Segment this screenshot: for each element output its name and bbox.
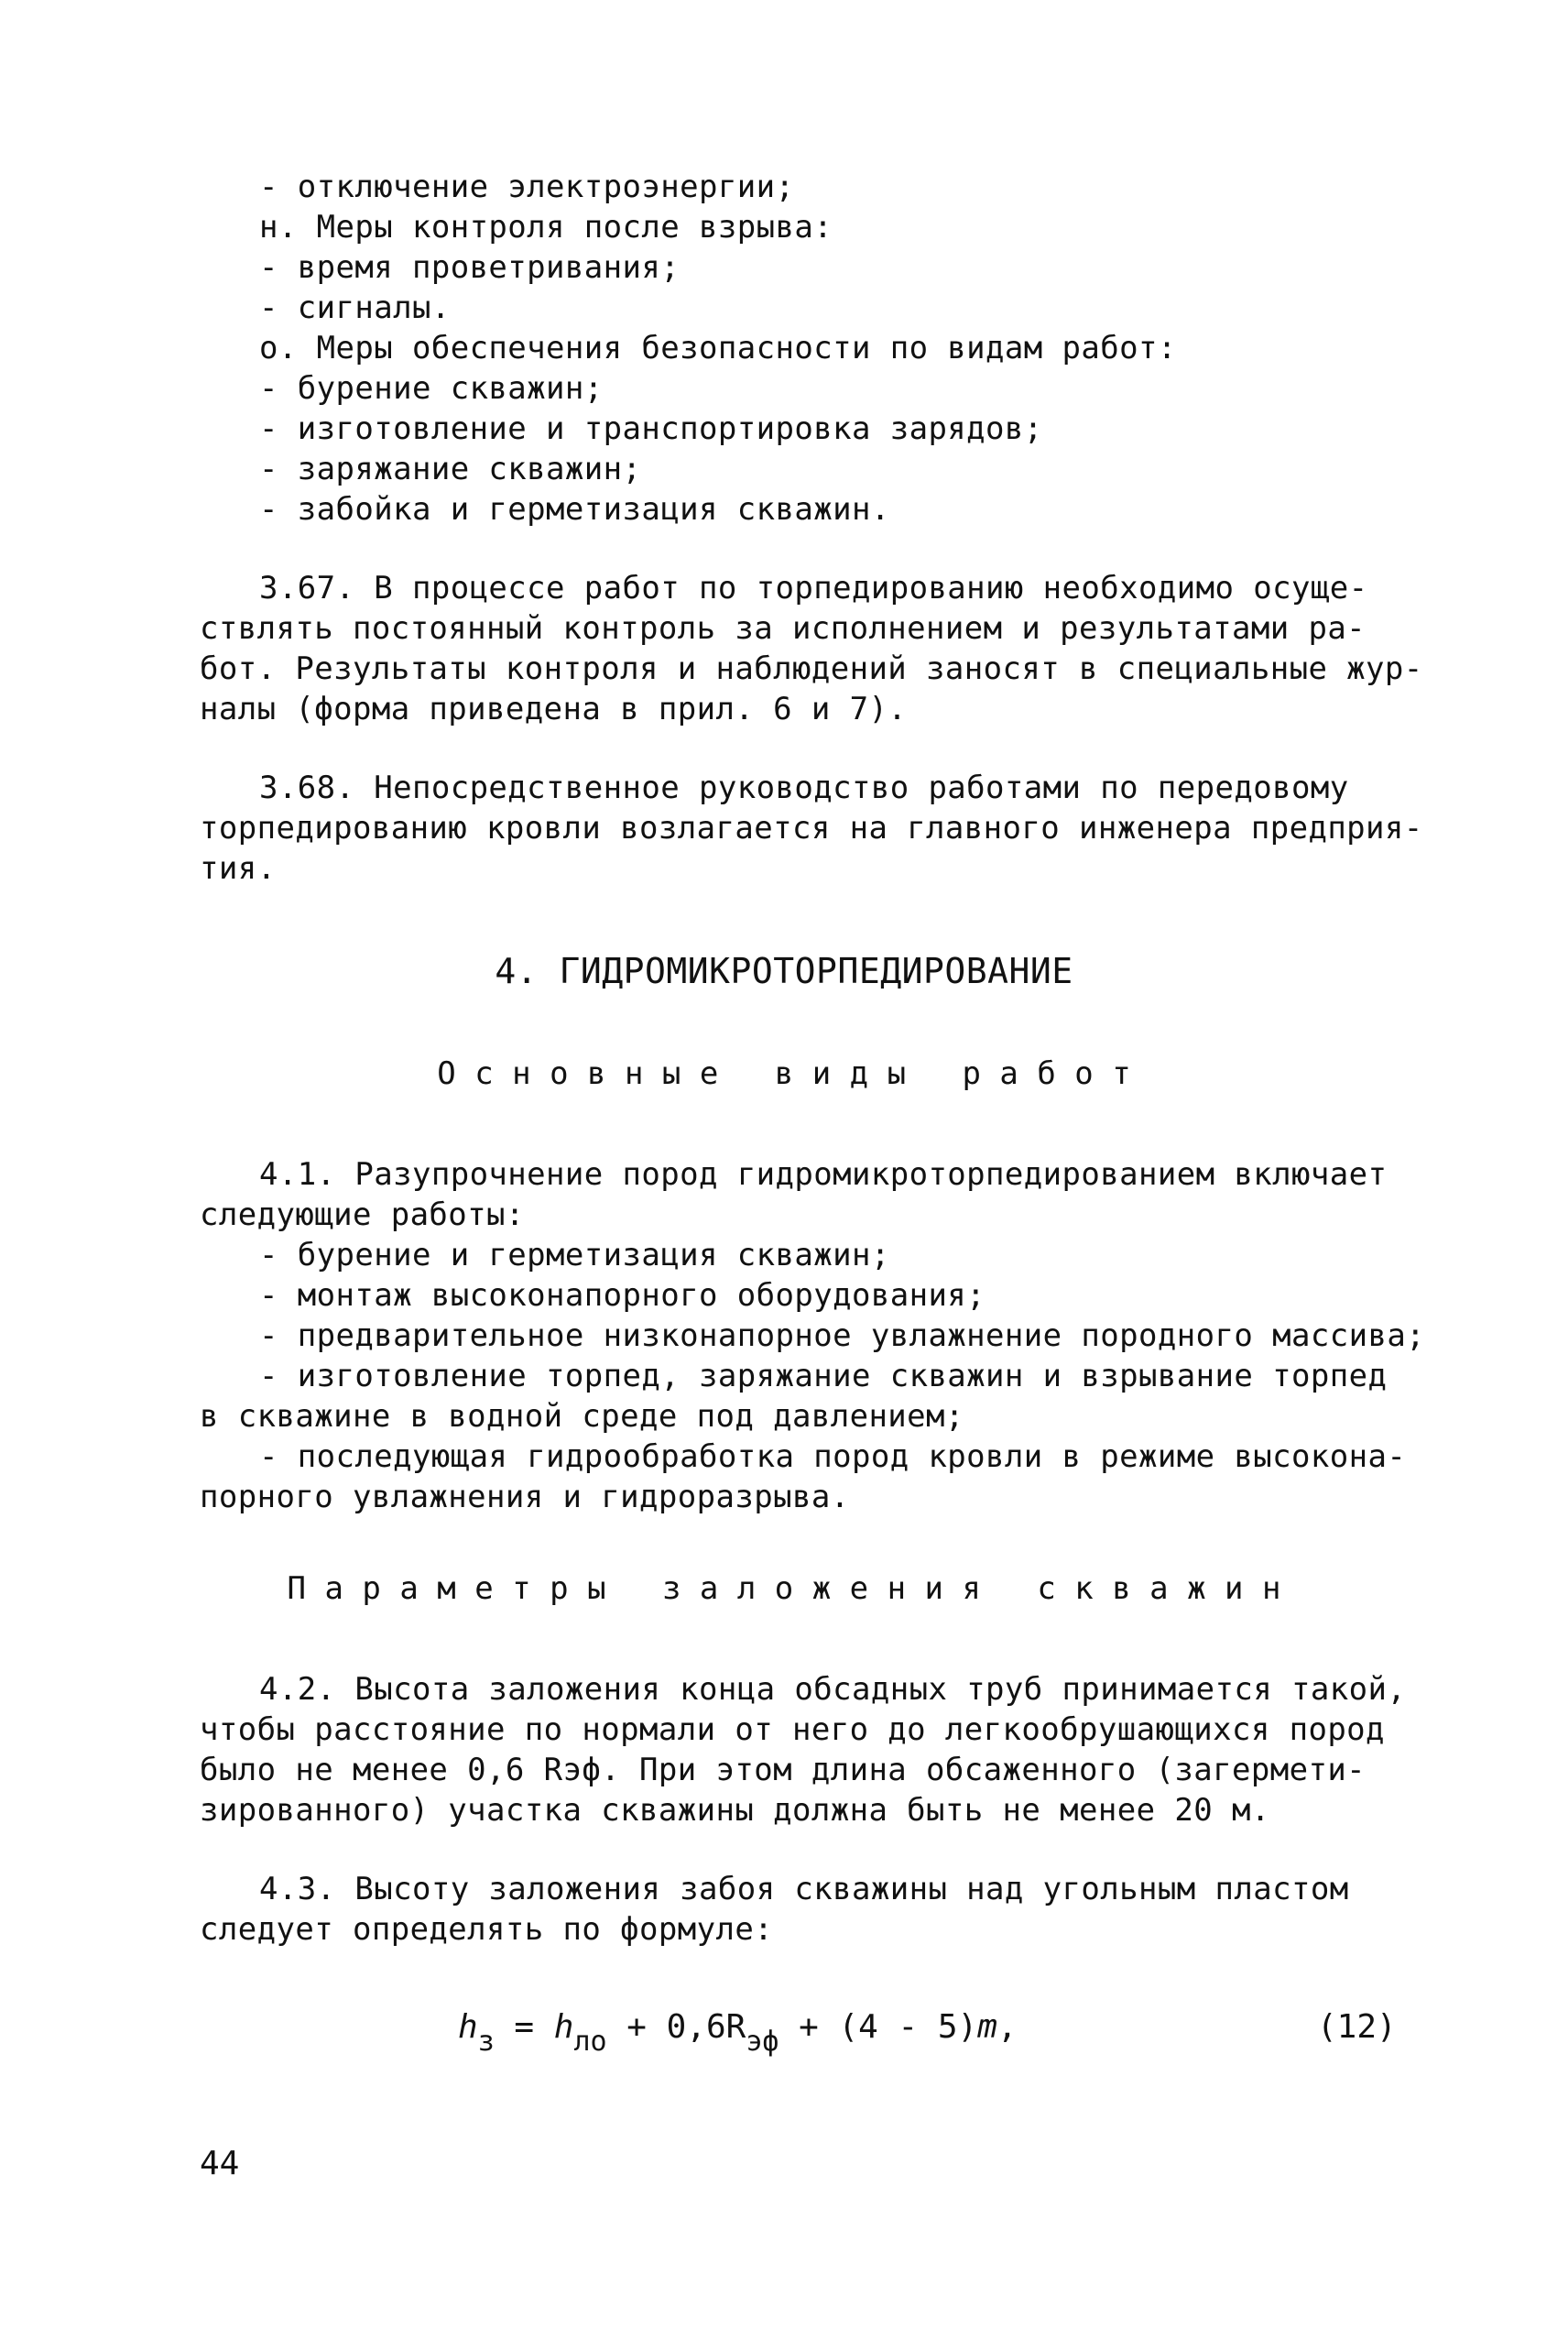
paragraph-line: было не менее 0,6 Rэф. При этом длина обсаженного (загермети- — [200, 1752, 1367, 1788]
paragraph-line: следующие работы: — [200, 1196, 525, 1233]
list-item: - бурение скважин; — [259, 370, 604, 407]
list-item: - последующая гидрообработка пород кровли в режиме высокона- — [259, 1438, 1407, 1475]
paragraph-line: 4.2. Высота заложения конца обсадных труб принимается такой, — [259, 1671, 1407, 1708]
formula-subscript: з — [477, 2026, 495, 2058]
paragraph-line: 3.68. Непосредственное руководство работами по передовому — [259, 770, 1349, 806]
paragraph-line: 4.3. Высоту заложения забоя скважины над угольным пластом — [259, 1871, 1349, 1907]
subsection-title: О с н о в н ы е в и д ы р а б о т — [437, 1055, 1131, 1092]
formula-text: = — [494, 2008, 554, 2046]
formula-symbol: R — [725, 2008, 746, 2046]
paragraph-line: налы (форма приведена в прил. 6 и 7). — [200, 691, 908, 727]
list-item: - время проветривания; — [259, 249, 681, 286]
formula-text: , — [996, 2008, 1018, 2046]
paragraph-line: торпедированию кровли возлагается на главного инженера предприя- — [200, 810, 1423, 847]
list-item: - сигналы. — [259, 290, 451, 326]
paragraph-line: зированного) участка скважины должна быть не менее 20 м. — [200, 1792, 1270, 1829]
formula-subscript: эф — [746, 2026, 779, 2058]
list-item: - забойка и герметизация скважин. — [259, 491, 890, 528]
paragraph-line: чтобы расстояние по нормали от него до легкообрушающихся пород — [200, 1711, 1385, 1748]
list-item: - бурение и герметизация скважин; — [259, 1237, 890, 1273]
list-item: порного увлажнения и гидроразрыва. — [200, 1479, 850, 1515]
paragraph-line: 4.1. Разупрочнение пород гидромикроторпедированием включает — [259, 1156, 1388, 1193]
paragraph-line: бот. Результаты контроля и наблюдений заносят в специальные жур- — [200, 650, 1423, 687]
paragraph-line: 3.67. В процессе работ по торпедированию необходимо осуще- — [259, 570, 1368, 606]
formula-12 — [458, 2005, 1018, 2065]
list-item: о. Меры обеспечения безопасности по видам работ: — [259, 330, 1177, 366]
list-item: - предварительное низконапорное увлажнение породного массива; — [259, 1317, 1426, 1354]
formula-symbol: h — [553, 2008, 574, 2046]
list-item: - изготовление и транспортировка зарядов; — [259, 410, 1043, 447]
formula-symbol: h — [458, 2008, 478, 2046]
page-number: 44 — [200, 2145, 240, 2182]
list-item: - отключение электроэнергии; — [259, 169, 795, 205]
formula-text: + (4 - 5) — [779, 2008, 978, 2046]
subsection-title: П а р а м е т р ы з а л о ж е н и я с к в а ж и н — [287, 1570, 1281, 1607]
formula-subscript: ло — [573, 2026, 607, 2058]
paragraph-line: следует определять по формуле: — [200, 1911, 774, 1948]
list-item: - изготовление торпед, заряжание скважин и взрывание торпед — [259, 1358, 1388, 1394]
section-title: 4. ГИДРОМИКРОТОРПЕДИРОВАНИЕ — [495, 951, 1073, 991]
formula-number: (12) — [1317, 2008, 1397, 2046]
formula-text: + 0,6 — [606, 2008, 726, 2046]
list-item: н. Меры контроля после взрыва: — [259, 209, 833, 246]
list-item: - заряжание скважин; — [259, 451, 642, 487]
list-item: в скважине в водной среде под давлением; — [200, 1398, 964, 1435]
list-item: - монтаж высоконапорного оборудования; — [259, 1277, 986, 1314]
formula-symbol: m — [977, 2008, 997, 2046]
paragraph-line: ствлять постоянный контроль за исполнением и результатами ра- — [200, 610, 1367, 647]
paragraph-line: тия. — [200, 850, 277, 887]
